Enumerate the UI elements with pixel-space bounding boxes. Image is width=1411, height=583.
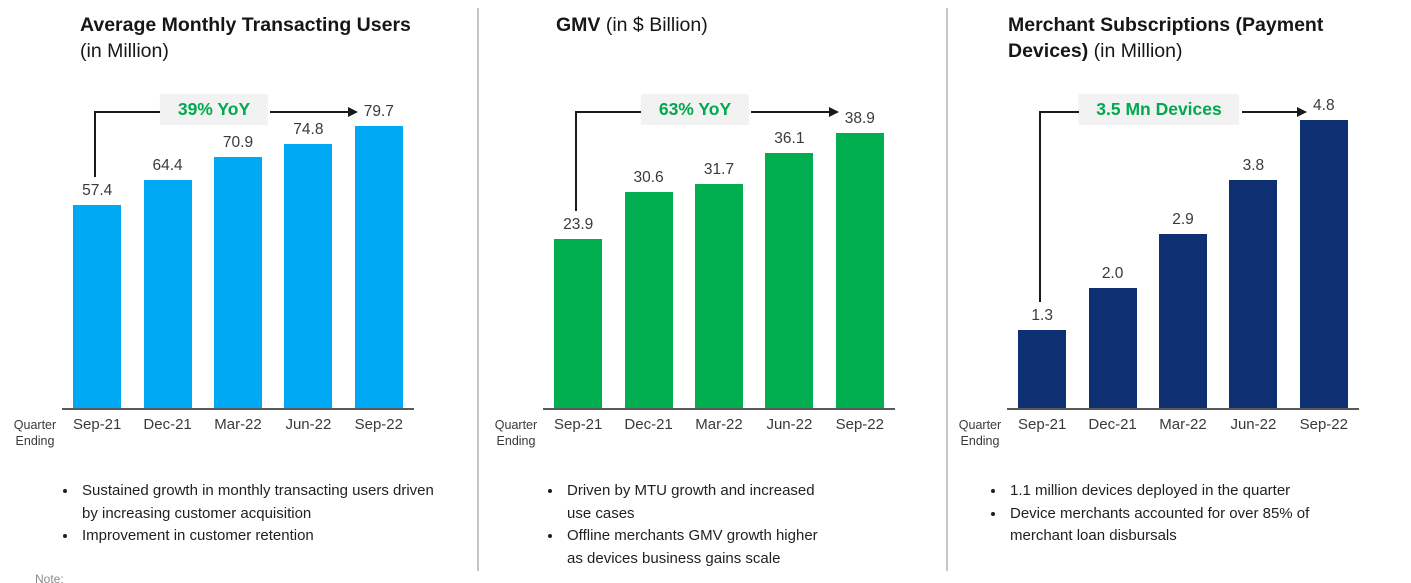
bar-value-label: 2.0 (1101, 265, 1124, 282)
x-tick-label: Sep-22 (354, 416, 403, 433)
x-tick-label: Sep-21 (554, 416, 603, 433)
bar-Jun-22 (284, 144, 332, 408)
annotation-bracket-line (94, 111, 96, 177)
x-tick-label: Jun-22 (1230, 416, 1277, 433)
annotation-box: 63% YoY (641, 94, 749, 125)
panel-title-text: Average Monthly Transacting Users (80, 14, 411, 36)
bar-Sep-22 (1300, 120, 1348, 408)
panel-title (80, 13, 450, 65)
bar-Dec-21 (625, 192, 673, 408)
chart-area (494, 90, 895, 449)
panel-divider (477, 8, 479, 571)
x-axis-title: Quarter Ending (494, 418, 538, 449)
bullet-item: • Sustained growth in monthly transacting users driven by increasing customer acquisition (78, 480, 434, 525)
bar-Sep-22 (355, 126, 403, 408)
panel-title-unit: (in Million) (1093, 39, 1183, 62)
panel-title (556, 13, 926, 39)
bullet-item: • 1.1 million devices deployed in the quarter (1006, 480, 1358, 503)
bar-value-label: 79.7 (363, 103, 394, 120)
bullet-list (543, 480, 831, 570)
panel-divider (946, 8, 948, 571)
panel-monthly-transacting-users (0, 0, 478, 583)
bar-Mar-22 (214, 157, 262, 408)
bar-Sep-22 (836, 133, 884, 408)
x-tick-label: Jun-22 (285, 416, 332, 433)
bar-Sep-21 (73, 205, 121, 408)
bar-Dec-21 (1089, 288, 1137, 408)
annotation-arrowhead (348, 107, 358, 117)
x-tick-label: Dec-21 (1088, 416, 1137, 433)
bar-value-label: 23.9 (563, 216, 594, 233)
annotation-arrowhead (1297, 107, 1307, 117)
panel-title-unit: (in Million) (80, 39, 169, 62)
bullet-item: • Driven by MTU growth and increased use cases (563, 480, 831, 525)
bar-value-label: 30.6 (633, 169, 664, 186)
bar-Sep-21 (554, 239, 602, 408)
bullet-item: • Improvement in customer retention (78, 525, 434, 548)
annotation-bracket-line (575, 111, 641, 113)
bullet-list (986, 480, 1358, 548)
x-tick-label: Mar-22 (214, 416, 262, 433)
x-axis-title: Quarter Ending (13, 418, 57, 449)
annotation-bracket-line (1039, 111, 1079, 113)
bar-value-label: 36.1 (774, 130, 805, 147)
note-label: Note: (35, 572, 64, 583)
panel-merchant-subscriptions (948, 0, 1411, 583)
x-axis-title: Quarter Ending (958, 418, 1002, 449)
x-tick-label: Sep-22 (835, 416, 884, 433)
bar-value-label: 3.8 (1242, 157, 1265, 174)
annotation-arrow-line (1242, 111, 1297, 113)
bar-value-label: 4.8 (1313, 97, 1335, 114)
annotation-arrow-line (270, 111, 348, 113)
chart-area (13, 90, 414, 449)
x-tick-label: Dec-21 (624, 416, 673, 433)
annotation-bracket-line (1039, 111, 1041, 302)
bar-value-label: 57.4 (82, 182, 113, 199)
x-tick-label: Sep-21 (73, 416, 122, 433)
bar-value-label: 2.9 (1172, 211, 1194, 228)
bar-Mar-22 (1159, 234, 1207, 408)
panel-gmv (478, 0, 946, 583)
bar-value-label: 74.8 (293, 121, 324, 138)
panel-title-unit: (in $ Billion) (605, 14, 708, 36)
bullet-item: • Device merchants accounted for over 85% of merchant loan disbursals (1006, 503, 1358, 548)
bar-chart-devices (1007, 90, 1359, 433)
bar-Sep-21 (1018, 330, 1066, 408)
annotation-arrowhead (829, 107, 839, 117)
annotation-arrow-line (751, 111, 829, 113)
annotation-bracket-line (575, 111, 577, 211)
annotation-box: 39% YoY (160, 94, 268, 125)
panel-title-text: Merchant Subscriptions (Payment Devices) (1008, 14, 1324, 62)
bullet-item: • Offline merchants GMV growth higher as devices business gains scale (563, 525, 831, 570)
bar-chart-gmv (543, 90, 895, 433)
bullet-list (58, 480, 434, 548)
bar-value-label: 64.4 (152, 157, 183, 174)
bar-Dec-21 (144, 180, 192, 408)
x-tick-label: Mar-22 (695, 416, 743, 433)
bar-Jun-22 (765, 153, 813, 408)
bar-value-label: 70.9 (222, 134, 254, 151)
x-tick-label: Sep-21 (1018, 416, 1067, 433)
bar-value-label: 1.3 (1031, 307, 1053, 324)
x-tick-label: Dec-21 (143, 416, 192, 433)
annotation-bracket-line (94, 111, 160, 113)
bar-Mar-22 (695, 184, 743, 408)
panel-title (1008, 13, 1358, 65)
panel-title-text: GMV (556, 14, 601, 36)
x-tick-label: Sep-22 (1299, 416, 1348, 433)
bar-value-label: 31.7 (703, 161, 735, 178)
x-tick-label: Jun-22 (766, 416, 813, 433)
bar-Jun-22 (1229, 180, 1277, 408)
annotation-box: 3.5 Mn Devices (1078, 94, 1239, 125)
bar-chart-mtu (62, 90, 414, 433)
chart-area (958, 90, 1359, 449)
x-tick-label: Mar-22 (1159, 416, 1207, 433)
bar-value-label: 38.9 (844, 110, 875, 127)
